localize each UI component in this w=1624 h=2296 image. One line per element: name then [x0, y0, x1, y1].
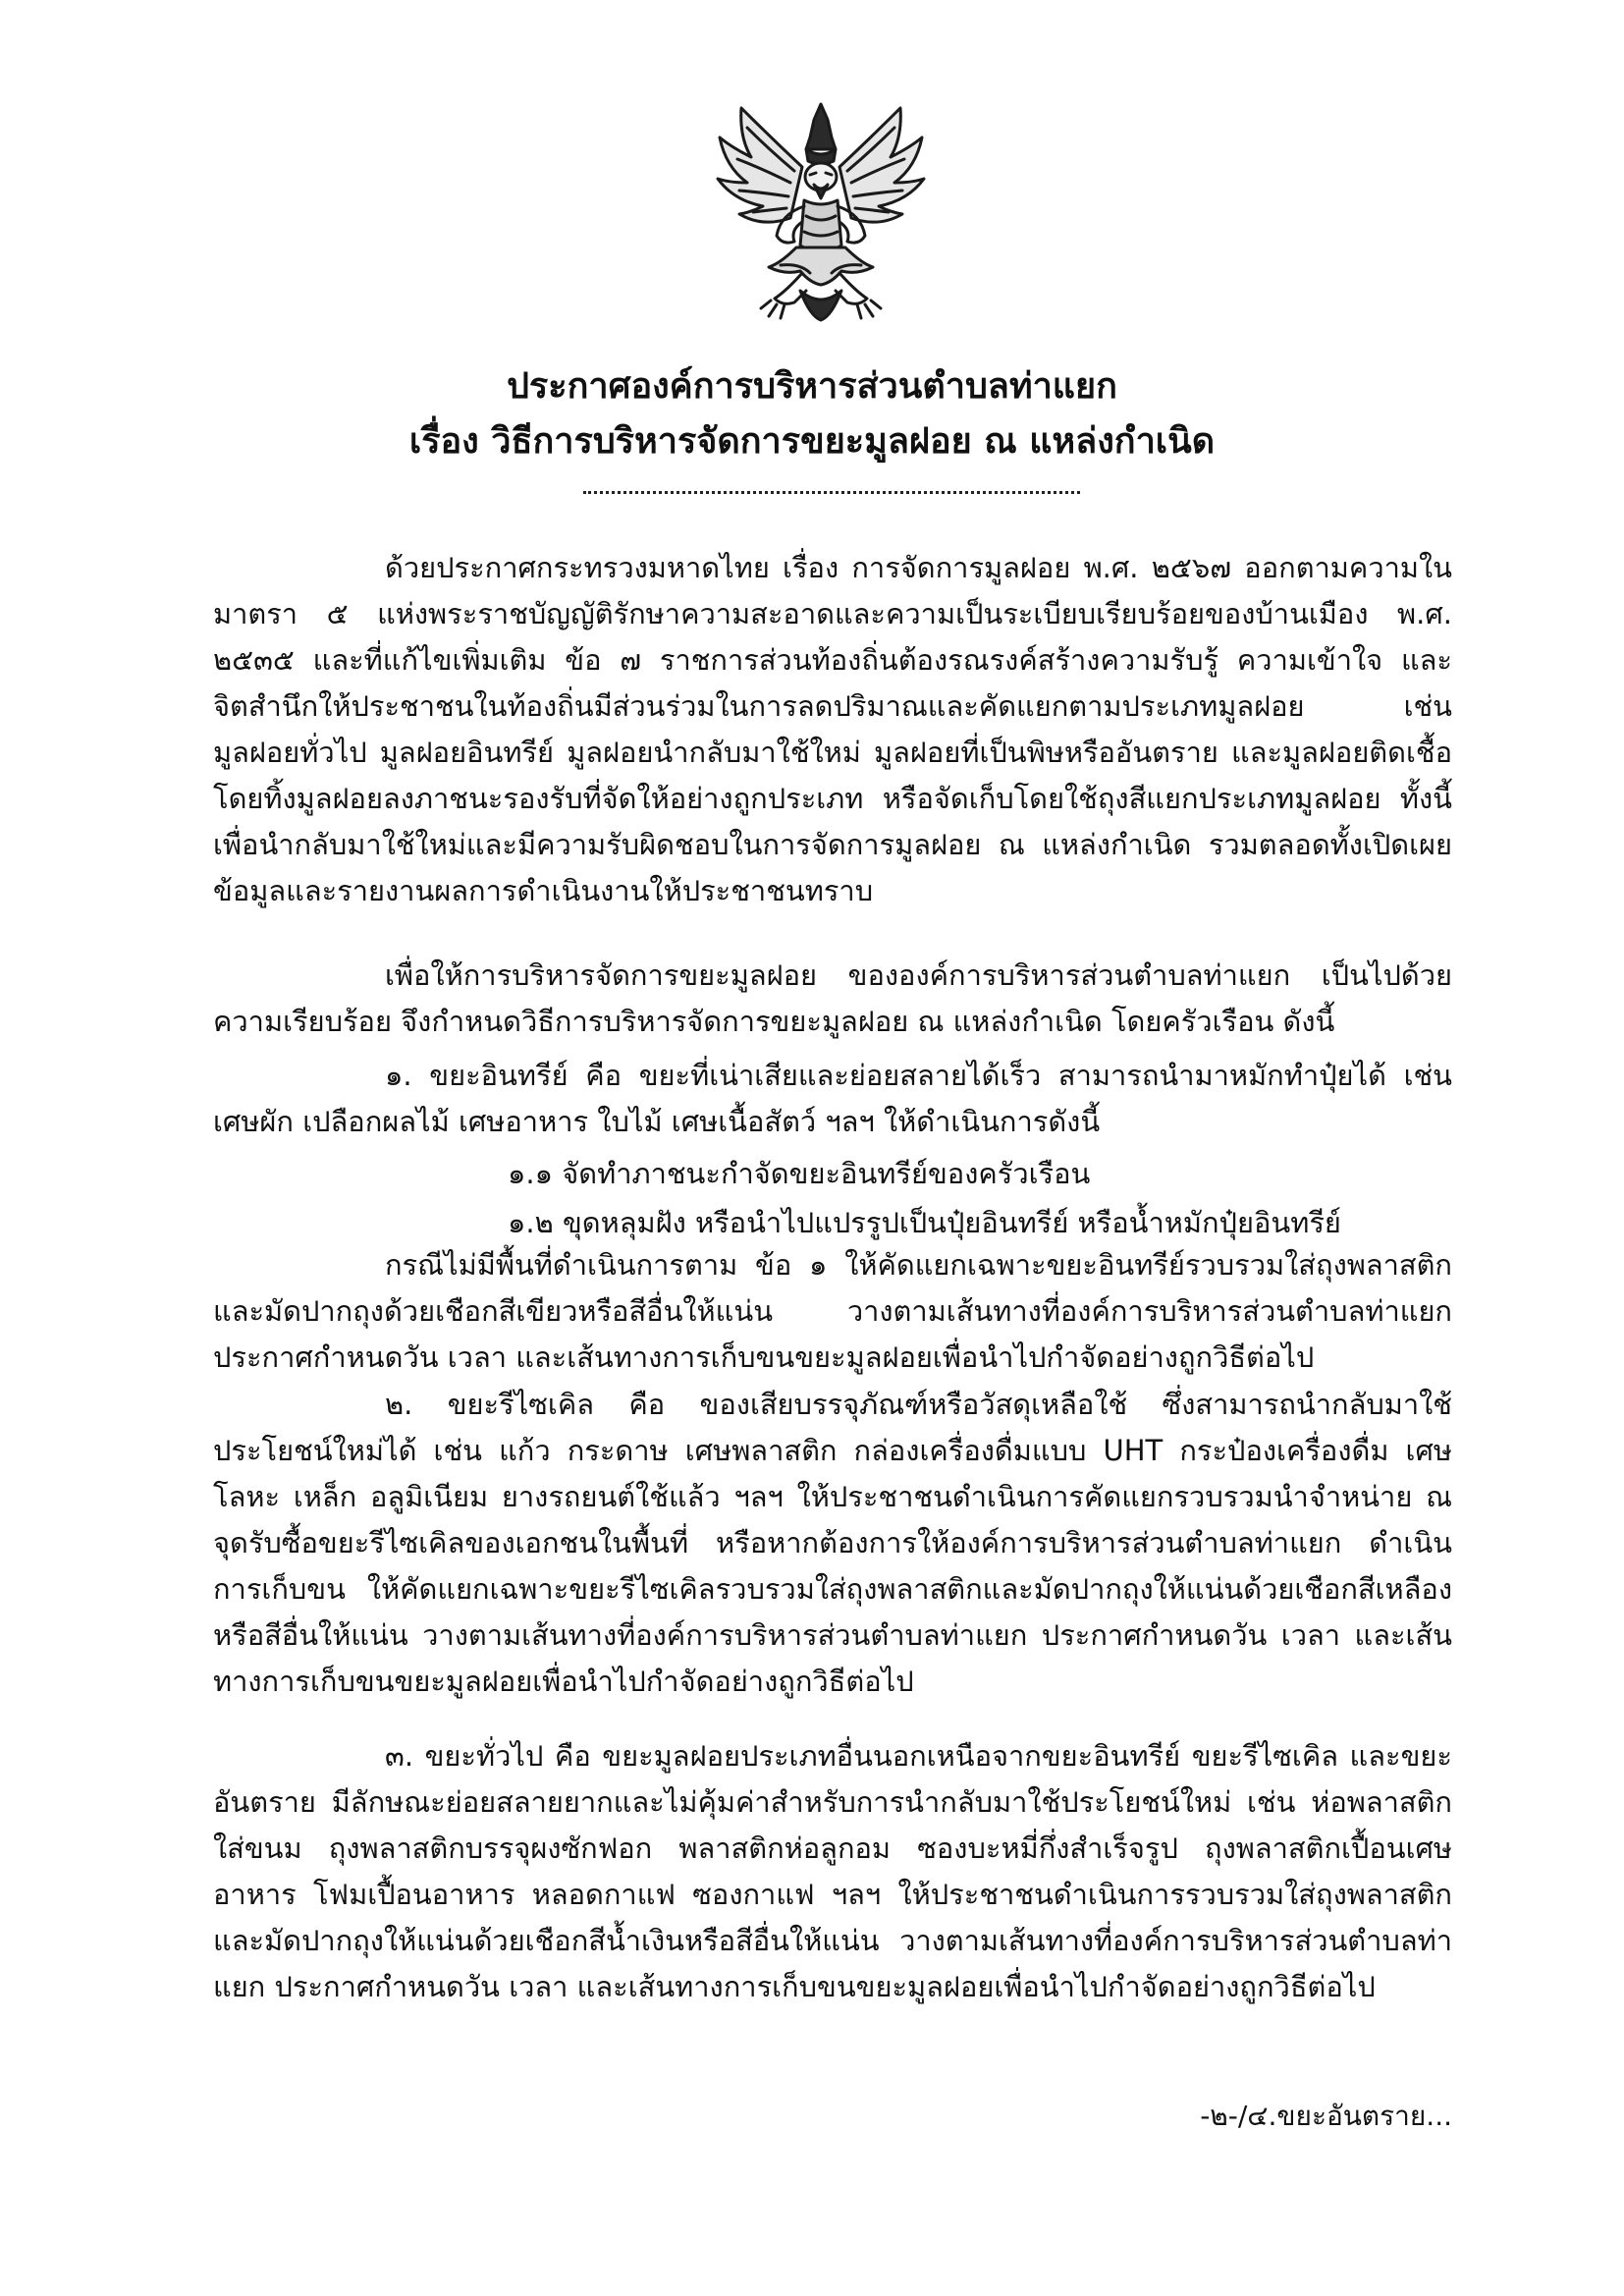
paragraph-purpose: เพื่อให้การบริหารจัดการขยะมูลฝอย ขององค์การบริหารส่วนตำบลท่าแยก เป็นไปด้วยความเรียบร้อย จึงกำหนดวิธีการบริหารจัดการขยะมูลฝอย ณ แหล่งกำเนิด โดยครัวเรือน ดังนี้ — [213, 958, 1452, 1038]
paragraph-recycle-waste: ๒. ขยะรีไซเคิล คือ ของเสียบรรจุภัณฑ์หรือวัสดุเหลือใช้ ซึ่งสามารถนำกลับมาใช้ประโยชน์ใหม่ได้ เช่น แก้ว กระดาษ เศษพลาสติก กล่องเครื่องดื่มแบบ UHT กระป๋องเครื่องดื่ม เศษโลหะ เหล็ก อลูมิเนียม ยางรถยนต์ใช้แล้ว ฯลฯ ให้ประชาชนดำเนินการคัดแยกรวบรวมนำจำหน่าย ณ จุดรับซื้อขยะรีไซเคิลของเอกชนในพื้นที่ หรือหากต้องการให้องค์การบริหารส่วนตำบลท่าแยก ดำเนินการเก็บขน ให้คัดแยกเฉพาะขยะรีไซเคิลรวบรวมใส่ถุงพลาสติกและมัดปากถุงให้แน่นด้วยเชือกสีเหลืองหรือสีอื่นให้แน่น วางตามเส้นทางที่องค์การบริหารส่วนตำบลท่าแยก ประกาศกำหนดวัน เวลา และเส้นทางการเก็บขนขยะมูลฝอยเพื่อนำไปกำจัดอย่างถูกวิธีต่อไป — [213, 1388, 1452, 1698]
page-continuation: -๒-/๔.ขยะอันตราย... — [1200, 2100, 1452, 2132]
paragraph-general-waste: ๓. ขยะทั่วไป คือ ขยะมูลฝอยประเภทอื่นนอกเหนือจากขยะอินทรีย์ ขยะรีไซเคิล และขยะอันตราย มีลักษณะย่อยสลายยากและไม่คุ้มค่าสำหรับการนำกลับมาใช้ประโยชน์ใหม่ เช่น ห่อพลาสติกใส่ขนม ถุงพลาสติกบรรจุผงซักฟอก พลาสติกห่อลูกอม ซองบะหมี่กึ่งสำเร็จรูป ถุงพลาสติกเปื้อนเศษอาหาร โฟมเปื้อนอาหาร หลอดกาแฟ ซองกาแฟ ฯลฯ ให้ประชาชนดำเนินการรวบรวมใส่ถุงพลาสติกและมัดปากถุงให้แน่นด้วยเชือกสีน้ำเงินหรือสีอื่นให้แน่น วางตามเส้นทางที่องค์การบริหารส่วนตำบลท่าแยก ประกาศกำหนดวัน เวลา และเส้นทางการเก็บขนขยะมูลฝอยเพื่อนำไปกำจัดอย่างถูกวิธีต่อไป — [213, 1739, 1452, 2003]
dotted-divider — [583, 491, 1080, 494]
sub-item-1-2: ๑.๒ ขุดหลุมฝัง หรือนำไปแปรรูปเป็นปุ๋ยอินทรีย์ หรือน้ำหมักปุ๋ยอินทรีย์ — [508, 1206, 1341, 1239]
paragraph-no-space-case: กรณีไม่มีพื้นที่ดำเนินการตาม ข้อ ๑ ให้คัดแยกเฉพาะขยะอินทรีย์รวบรวมใส่ถุงพลาสติกและมัดปากถุงด้วยเชือกสีเขียวหรือสีอื่นให้แน่น วางตามเส้นทางที่องค์การบริหารส่วนตำบลท่าแยก ประกาศกำหนดวัน เวลา และเส้นทางการเก็บขนขยะมูลฝอยเพื่อนำไปกำจัดอย่างถูกวิธีต่อไป — [213, 1248, 1452, 1374]
paragraph-organic-waste: ๑. ขยะอินทรีย์ คือ ขยะที่เน่าเสียและย่อยสลายได้เร็ว สามารถนำมาหมักทำปุ๋ยได้ เช่น เศษผัก เปลือกผลไม้ เศษอาหาร ใบไม้ เศษเนื้อสัตว์ ฯลฯ ให้ดำเนินการดังนี้ — [213, 1059, 1452, 1138]
announcement-subject: เรื่อง วิธีการบริหารจัดการขยะมูลฝอย ณ แหล่งกำเนิด — [408, 421, 1216, 462]
sub-item-1-1: ๑.๑ จัดทำภาชนะกำจัดขยะอินทรีย์ของครัวเรือน — [508, 1157, 1091, 1190]
paragraph-preamble: ด้วยประกาศกระทรวงมหาดไทย เรื่อง การจัดการมูลฝอย พ.ศ. ๒๕๖๗ ออกตามความในมาตรา ๕ แห่งพระราชบัญญัติรักษาความสะอาดและความเป็นระเบียบเรียบร้อยของบ้านเมือง พ.ศ. ๒๕๓๕ และที่แก้ไขเพิ่มเติม ข้อ ๗ ราชการส่วนท้องถิ่นต้องรณรงค์สร้างความรับรู้ ความเข้าใจ และจิตสำนึกให้ประชาชนในท้องถิ่นมีส่วนร่วมในการลดปริมาณและคัดแยกตามประเภทมูลฝอย เช่น มูลฝอยทั่วไป มูลฝอยอินทรีย์ มูลฝอยนำกลับมาใช้ใหม่ มูลฝอยที่เป็นพิษหรืออันตราย และมูลฝอยติดเชื้อ โดยทิ้งมูลฝอยลงภาชนะรองรับที่จัดให้อย่างถูกประเภท หรือจัดเก็บโดยใช้ถุงสีแยกประเภทมูลฝอย ทั้งนี้เพื่อนำกลับมาใช้ใหม่และมีความรับผิดชอบในการจัดการมูลฝอย ณ แหล่งกำเนิด รวมตลอดทั้งเปิดเผยข้อมูลและรายงานผลการดำเนินงานให้ประชาชนทราบ — [213, 551, 1452, 907]
garuda-emblem-icon — [712, 98, 930, 324]
announcement-title: ประกาศองค์การบริหารส่วนตำบลท่าแยก — [507, 366, 1117, 407]
